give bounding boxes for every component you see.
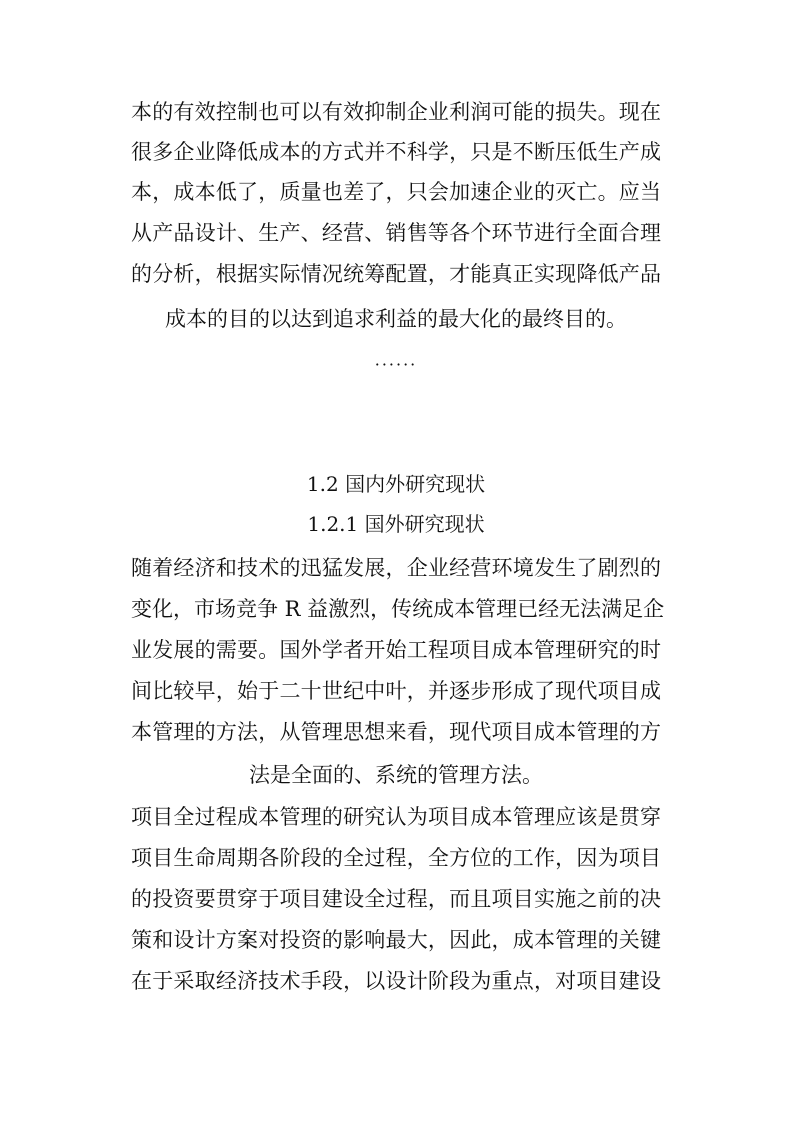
paragraph3-line: 在于采取经济技术手段，以设计阶段为重点，对项目建设 xyxy=(131,969,661,993)
paragraph1-line: 从产品设计、生产、经营、销售等各个环节进行全面合理 xyxy=(131,221,661,245)
paragraph1-line: 很多企业降低成本的方式并不科学，只是不断压低生产成 xyxy=(131,140,661,164)
paragraph1-line: 本，成本低了，质量也差了，只会加速企业的灭亡。应当 xyxy=(131,180,661,204)
paragraph3-line: 的投资要贯穿于项目建设全过程，而且项目实施之前的决 xyxy=(131,887,661,911)
paragraph2-line: 业发展的需要。国外学者开始工程项目成本管理研究的时 xyxy=(131,638,661,662)
section-heading: 1.2 国内外研究现状 xyxy=(306,472,486,496)
paragraph3-line: 策和设计方案对投资的影响最大，因此，成本管理的关键 xyxy=(131,928,661,952)
paragraph3-line: 项目生命周期各阶段的全过程，全方位的工作，因为项目 xyxy=(131,846,661,870)
paragraph2-last-line: 法是全面的、系统的管理方法。 xyxy=(249,763,543,787)
ellipsis: ······ xyxy=(374,355,418,374)
paragraph1-line: 的分析，根据实际情况统筹配置，才能真正实现降低产品 xyxy=(131,262,661,286)
paragraph1-line: 本的有效控制也可以有效抑制企业利润可能的损失。现在 xyxy=(131,100,661,124)
paragraph2-line: 本管理的方法，从管理思想来看，现代项目成本管理的方 xyxy=(131,720,661,744)
paragraph2-line: 间比较早，始于二十世纪中叶，并逐步形成了现代项目成 xyxy=(131,679,661,703)
paragraph2-line: 随着经济和技术的迅猛发展，企业经营环境发生了剧烈的 xyxy=(131,556,661,580)
paragraph1-last-line: 成本的目的以达到追求利益的最大化的最终目的。 xyxy=(165,307,627,331)
paragraph2-line: 变化，市场竞争 R 益激烈，传统成本管理已经无法满足企 xyxy=(131,597,665,621)
paragraph3-line: 项目全过程成本管理的研究认为项目成本管理应该是贯穿 xyxy=(131,805,661,829)
subsection-heading: 1.2.1 国外研究现状 xyxy=(307,512,485,536)
